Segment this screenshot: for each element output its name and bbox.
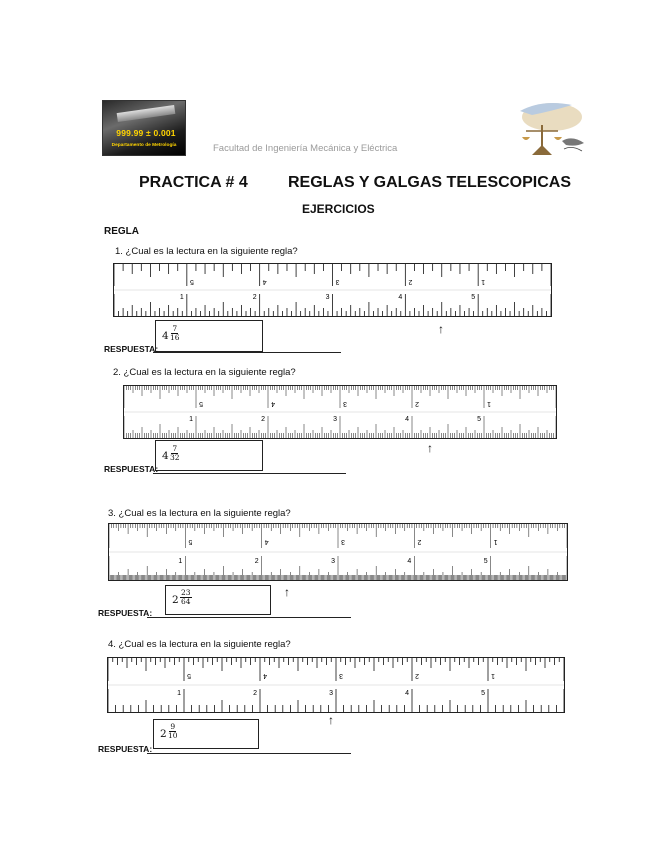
caliper-graphic	[117, 105, 176, 122]
faculty-name: Facultad de Ingeniería Mecánica y Eléctrica	[213, 143, 398, 154]
reading-arrow-3: ↑	[284, 585, 290, 599]
ruler-number-top: 1	[481, 278, 486, 285]
answer-denominator-1: 16	[170, 333, 180, 342]
answer-numerator-2: 7	[172, 444, 178, 453]
answer-fraction-3	[180, 589, 192, 606]
ruler-number-bottom: 3	[325, 294, 330, 301]
response-label-3: RESPUESTA:	[98, 608, 153, 618]
ruler-number-bottom: 5	[471, 294, 476, 301]
ruler-number-bottom: 2	[261, 416, 265, 423]
answer-whole-4: 2	[160, 728, 167, 740]
ruler-number-top: 3	[335, 278, 340, 285]
ruler-number-bottom: 3	[331, 558, 335, 565]
ruler-number-top: 5	[187, 672, 191, 679]
ruler-number-top: 1	[491, 672, 495, 679]
ruler-number-bottom: 4	[398, 294, 403, 301]
ruler-number-bottom: 3	[329, 690, 333, 697]
ruler-number-top: 5	[188, 538, 193, 545]
ruler-number-top: 1	[487, 400, 491, 407]
answer-denominator-3: 64	[181, 597, 191, 606]
answer-box-1[interactable]	[155, 320, 263, 352]
ruler-number-top: 2	[415, 672, 419, 679]
ruler-1	[113, 263, 552, 317]
answer-denominator-2: 32	[170, 453, 180, 462]
ruler-2	[123, 385, 557, 439]
reading-arrow-2: ↑	[427, 441, 433, 455]
ruler-number-bottom: 1	[177, 690, 181, 697]
reading-arrow-4: ↑	[328, 713, 334, 727]
reading-arrow-1: ↑	[438, 322, 444, 336]
answer-numerator-4: 9	[170, 722, 176, 731]
ruler-number-bottom: 4	[405, 416, 409, 423]
ruler-number-bottom: 5	[477, 416, 481, 423]
ruler-number-bottom: 5	[481, 690, 485, 697]
exercises-subtitle: EJERCICIOS	[302, 202, 375, 216]
ruler-4	[107, 657, 565, 713]
ruler-number-bottom: 2	[252, 294, 257, 301]
ruler-number-bottom: 3	[333, 416, 337, 423]
logo-department: Departamento de Metrología	[111, 143, 177, 148]
ruler-number-top: 4	[264, 538, 269, 545]
answer-numerator-3: 23	[181, 588, 191, 597]
answer-fraction-2	[170, 445, 180, 462]
ruler-number-bottom: 4	[405, 690, 409, 697]
question-2: 2. ¿Cual es la lectura en la siguiente regla?	[113, 367, 296, 378]
ruler-number-bottom: 5	[483, 558, 488, 565]
ruler-number-top: 3	[341, 538, 345, 545]
answer-box-2[interactable]	[155, 440, 263, 471]
response-line-4	[147, 753, 351, 754]
answer-fraction-1	[170, 325, 180, 342]
ruler-number-top: 5	[189, 278, 194, 285]
ruler-number-top: 4	[263, 672, 267, 679]
ruler-number-top: 3	[339, 672, 343, 679]
response-line-1	[153, 352, 341, 353]
answer-whole-1: 4	[162, 330, 169, 342]
ruler-number-top: 2	[415, 400, 419, 407]
answer-whole-2: 4	[162, 450, 169, 462]
practice-title: PRACTICA # 4	[139, 174, 248, 191]
ruler-number-bottom: 1	[179, 294, 184, 301]
response-label-4: RESPUESTA:	[98, 744, 153, 754]
ruler-number-top: 1	[493, 538, 498, 545]
ruler-number-bottom: 2	[254, 558, 259, 565]
ruler-number-top: 5	[199, 400, 203, 407]
logo-number: 999.99 ± 0.001	[116, 128, 176, 138]
metrology-logo	[102, 100, 186, 156]
section-heading: REGLA	[104, 226, 139, 237]
response-label-2: RESPUESTA:	[104, 464, 159, 474]
question-3: 3. ¿Cual es la lectura en la siguiente regla?	[108, 508, 291, 519]
answer-whole-3: 2	[172, 594, 179, 606]
university-logo	[512, 97, 592, 159]
ruler-number-top: 2	[417, 538, 422, 545]
question-1: 1. ¿Cual es la lectura en la siguiente regla?	[115, 246, 298, 257]
question-4: 4. ¿Cual es la lectura en la siguiente regla?	[108, 639, 291, 650]
ruler-number-bottom: 2	[253, 690, 257, 697]
answer-box-4[interactable]	[153, 719, 259, 749]
topic-title: REGLAS Y GALGAS TELESCOPICAS	[288, 174, 572, 191]
ruler-number-bottom: 1	[189, 416, 193, 423]
response-line-2	[153, 473, 346, 474]
ruler-number-top: 4	[262, 278, 267, 285]
answer-denominator-4: 10	[168, 731, 178, 740]
ruler-number-bottom: 1	[178, 558, 183, 565]
ruler-number-top: 3	[343, 400, 347, 407]
ruler-number-top: 2	[408, 278, 413, 285]
ruler-number-bottom: 4	[407, 558, 412, 565]
response-line-3	[147, 617, 351, 618]
response-label-1: RESPUESTA:	[104, 344, 159, 354]
answer-numerator-1: 7	[172, 324, 178, 333]
answer-fraction-4	[168, 723, 178, 740]
ruler-number-top: 4	[271, 400, 275, 407]
answer-box-3[interactable]	[165, 585, 271, 615]
ruler-3	[108, 523, 568, 581]
